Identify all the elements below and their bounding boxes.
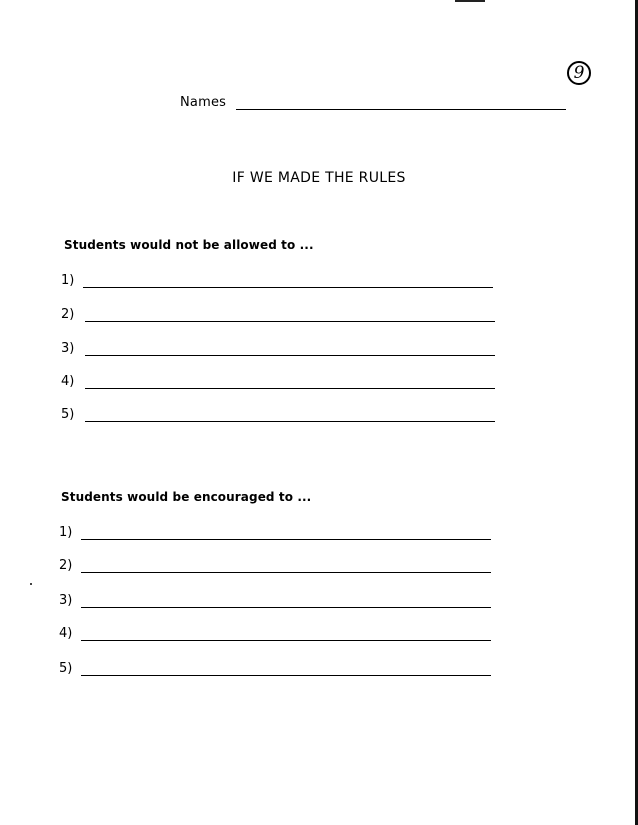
item-number: 1)	[59, 525, 73, 540]
names-blank-line[interactable]	[236, 94, 566, 110]
list-item	[59, 522, 491, 540]
list-item	[59, 590, 491, 608]
page-number-badge	[567, 61, 591, 85]
list-item	[61, 371, 495, 389]
page-number: 9	[573, 62, 585, 83]
list-item	[61, 270, 493, 288]
item-number: 2)	[61, 307, 75, 322]
item-number: 3)	[59, 593, 73, 608]
item-number: 5)	[61, 407, 75, 422]
item-number: 4)	[61, 374, 75, 389]
answer-blank-line[interactable]	[85, 374, 495, 389]
answer-blank-line[interactable]	[81, 558, 491, 573]
names-label: Names	[180, 95, 227, 110]
answer-blank-line[interactable]	[85, 307, 495, 322]
list-item	[61, 338, 495, 356]
answer-blank-line[interactable]	[81, 626, 491, 641]
item-number: 3)	[61, 341, 75, 356]
section-heading-encouraged: Students would be encouraged to ...	[61, 490, 312, 504]
section-heading-not-allowed: Students would not be allowed to ...	[64, 238, 314, 252]
answer-blank-line[interactable]	[81, 593, 491, 608]
item-number: 4)	[59, 626, 73, 641]
scan-mark	[455, 0, 485, 2]
answer-blank-line[interactable]	[81, 525, 491, 540]
item-number: 2)	[59, 558, 73, 573]
answer-blank-line[interactable]	[83, 273, 493, 288]
list-item	[61, 304, 495, 322]
item-number: 5)	[59, 661, 73, 676]
list-item	[59, 658, 491, 676]
answer-blank-line[interactable]	[85, 407, 495, 422]
list-item	[59, 555, 491, 573]
item-number: 1)	[61, 273, 75, 288]
answer-blank-line[interactable]	[85, 341, 495, 356]
answer-blank-line[interactable]	[81, 661, 491, 676]
scan-speck	[30, 583, 32, 585]
list-item	[59, 623, 491, 641]
list-item	[61, 404, 495, 422]
worksheet-title: IF WE MADE THE RULES	[232, 170, 406, 186]
names-field	[180, 94, 566, 110]
